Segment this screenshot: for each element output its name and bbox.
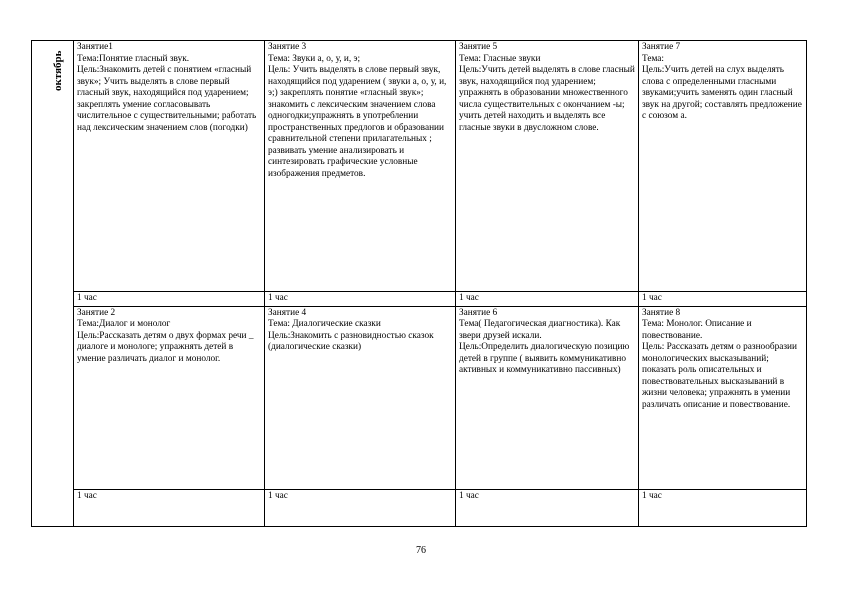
lesson-topic: Тема:: [642, 53, 664, 64]
lesson-cell: [456, 41, 639, 292]
lesson-goal: Цель:Рассказать детям о двух формах речи _ диалоге и монологе; упражнять детей в умение различать диалог и монолог.: [77, 330, 254, 364]
lesson-title: Занятие 4: [268, 307, 307, 318]
lesson-cell: [456, 306, 639, 489]
lesson-title: Занятие1: [77, 42, 113, 52]
hours-cell: 1 час: [74, 489, 265, 526]
hours-cell: 1 час: [265, 489, 456, 526]
lesson-goal: Цель:Знакомить с разновидностью сказок (диалогические сказки): [268, 330, 434, 352]
lesson-goal: Цель:Определить диалогическую позицию детей в группе ( выявить коммуникативно активных и коммуникативно пассивных): [459, 342, 630, 375]
lesson-plan-table: [31, 40, 807, 527]
month-cell: [32, 41, 74, 527]
lesson-goal: Цель: Учить выделять в слове первый звук, находящийся под ударением ( звуки а, о, у, и, э;) закреплять понятие «гласный звук»; знакомить с лексическим значением слова одногодки;упражнять в употреблении пространственных предлогов и образовании сравнительной степени прилагательных ; развивать умение анализировать и синтезировать графические условные изображения предметов.: [268, 65, 447, 179]
table-row: [32, 306, 807, 489]
lesson-goal: Цель: Рассказать детям о разнообразии монологических высказываний; показать роль описательных и повествовательных высказываний в жизни человека; упражнять в умении различать описание и повествование.: [642, 342, 797, 410]
lesson-goal: Цель:Учить детей на слух выделять слова с определенными гласными звуками;учить заменять один гласный звук на другой; составлять предложение с союзом а.: [642, 65, 802, 121]
table-row: [32, 41, 807, 292]
lesson-title: Занятие 8: [642, 307, 681, 318]
lesson-goal: Цель:Знакомить детей с понятием «гласный звук»; Учить выделять в слове первый гласный звук, находящийся под ударением; закреплять умение согласовывать числительное с существительными; работать над лексическим значением слов (погодки): [77, 65, 257, 133]
lesson-title: Занятие 5: [459, 42, 498, 52]
lesson-cell: [639, 41, 807, 292]
hours-cell: 1 час: [74, 292, 265, 307]
lesson-topic: Тема( Педагогическая диагностика). Как звери друзей искали.: [459, 319, 621, 341]
hours-cell: 1 час: [265, 292, 456, 307]
hours-cell: 1 час: [456, 489, 639, 526]
lesson-cell: [265, 41, 456, 292]
lesson-cell: [74, 306, 265, 489]
lesson-topic: Тема:Диалог и монолог: [77, 319, 171, 329]
lesson-title: Занятие 2: [77, 307, 116, 318]
hours-row: [32, 292, 807, 307]
hours-row: [32, 489, 807, 526]
lesson-cell: [265, 306, 456, 489]
lesson-cell: [639, 306, 807, 489]
page-number: 76: [416, 545, 426, 556]
lesson-goal: Цель:Учить детей выделять в слове гласный звук, находящийся под ударением; упражнять в образовании множественного числа существительных с окончанием -ы; учить детей находить и выделять все гласные звуки в двусложном слове.: [459, 65, 635, 133]
lesson-topic: Тема:Понятие гласный звук.: [77, 53, 190, 64]
lesson-topic: Тема: Гласные звуки: [459, 53, 541, 64]
hours-cell: 1 час: [456, 292, 639, 307]
lesson-topic: Тема: Звуки а, о, у, и, э;: [268, 53, 361, 64]
lesson-topic: Тема: Диалогические сказки: [268, 319, 381, 329]
lesson-cell: [74, 41, 265, 292]
lesson-title: Занятие 3: [268, 42, 307, 52]
hours-cell: 1 час: [639, 292, 807, 307]
hours-cell: 1 час: [639, 489, 807, 526]
month-label: октябрь: [52, 50, 64, 91]
lesson-title: Занятие 7: [642, 42, 681, 52]
lesson-topic: Тема: Монолог. Описание и повествование.: [642, 319, 752, 341]
lesson-title: Занятие 6: [459, 307, 498, 318]
